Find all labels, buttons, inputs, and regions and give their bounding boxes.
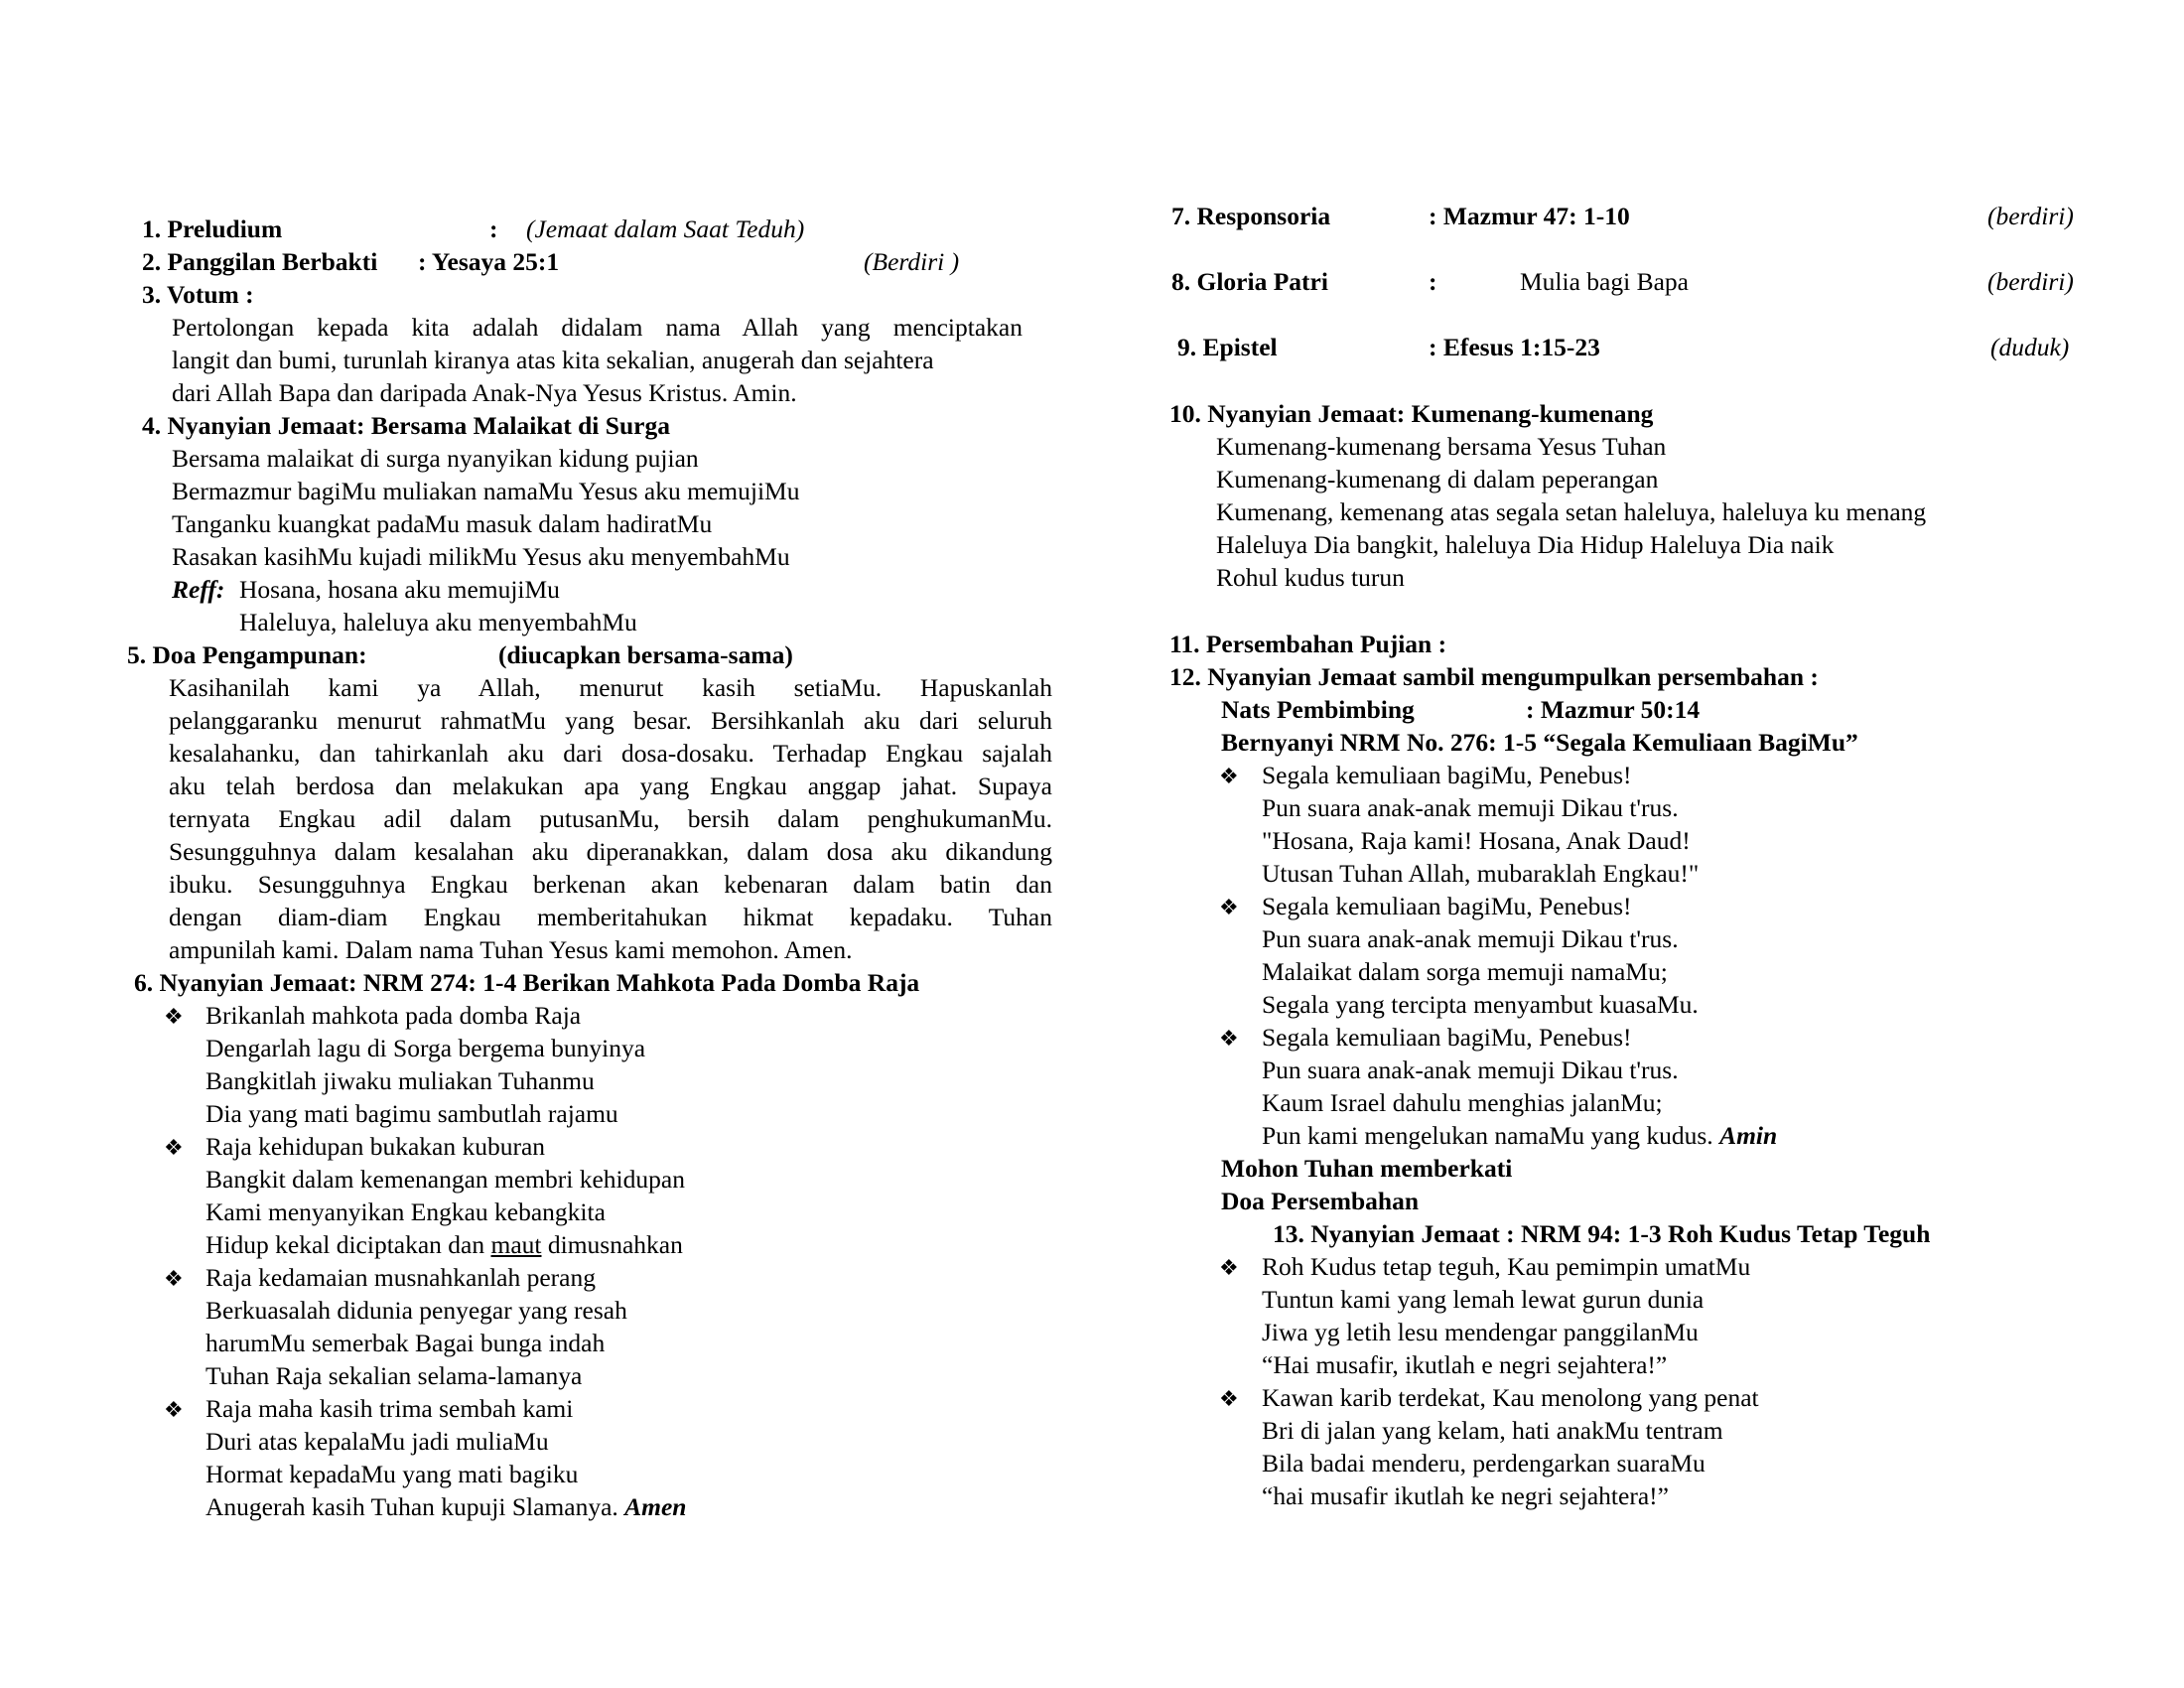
item-12-label: 12. Nyanyian Jemaat sambil mengumpulkan persembahan :	[1169, 662, 1819, 691]
doa-line: aku telah berdosa dan melakukan apa yang Engkau anggap jahat. Supaya	[169, 772, 1052, 800]
doa-line: Sesungguhnya dalam kesalahan aku diperanakkan, dalam dosa aku dikandung	[169, 837, 1052, 866]
item-2-ref: : Yesaya 25:1	[418, 247, 560, 276]
song-line: Bermazmur bagiMu muliakan namaMu Yesus aku memujiMu	[172, 477, 800, 505]
bullet-verse	[164, 999, 205, 1034]
reff-line: Hosana, hosana aku memujiMu	[239, 575, 560, 604]
item-8-sep: :	[1429, 267, 1437, 296]
diamond-bullet-icon: ❖	[1219, 1027, 1239, 1052]
song-line: “Hai musafir, ikutlah e negri sejahtera!”	[1262, 1350, 1668, 1379]
bullet-verse	[1219, 1381, 1261, 1416]
item-9-ref: : Efesus 1:15-23	[1429, 333, 1600, 361]
song-line: Kumenang-kumenang bersama Yesus Tuhan	[1216, 432, 1667, 461]
song-line: Dengarlah lagu di Sorga bergema bunyinya	[205, 1034, 646, 1062]
song-line: Tuntun kami yang lemah lewat gurun dunia	[1262, 1285, 1705, 1314]
song-line: Tanganku kuangkat padaMu masuk dalam hadiratMu	[172, 509, 713, 538]
votum-line: Pertolongan kepada kita adalah didalam nama Allah yang menciptakan	[172, 313, 1023, 342]
bullet-verse	[1219, 890, 1261, 924]
song-line: Kawan karib terdekat, Kau menolong yang penat	[1262, 1383, 1759, 1412]
song-line: Haleluya Dia bangkit, haleluya Dia Hidup Haleluya Dia naik	[1216, 530, 1835, 559]
song-line: Bri di jalan yang kelam, hati anakMu tentram	[1262, 1416, 1723, 1445]
diamond-bullet-icon: ❖	[164, 1136, 184, 1161]
item-8-note: (berdiri)	[1987, 267, 2074, 296]
diamond-bullet-icon: ❖	[164, 1267, 184, 1292]
item-9-label: 9. Epistel	[1177, 333, 1278, 361]
song-line: Duri atas kepalaMu jadi muliaMu	[205, 1427, 549, 1456]
diamond-bullet-icon: ❖	[164, 1398, 184, 1423]
item-4-label: 4. Nyanyian Jemaat: Bersama Malaikat di Surga	[142, 411, 670, 440]
song-line: Raja kehidupan bukakan kuburan	[205, 1132, 546, 1161]
underlined-word: maut	[490, 1230, 542, 1259]
item-6-label: 6. Nyanyian Jemaat: NRM 274: 1-4 Berikan Mahkota Pada Domba Raja	[134, 968, 920, 997]
item-11-label: 11. Persembahan Pujian :	[1169, 630, 1447, 658]
song-line: Jiwa yg letih lesu mendengar panggilanMu	[1262, 1318, 1699, 1346]
item-3-label: 3. Votum :	[142, 280, 254, 309]
mohon-line: Mohon Tuhan memberkati	[1221, 1154, 1513, 1183]
item-13-label: 13. Nyanyian Jemaat : NRM 94: 1-3 Roh Kudus Tetap Teguh	[1273, 1219, 1931, 1248]
item-7-label: 7. Responsoria	[1171, 202, 1331, 230]
song-line: Bangkitlah jiwaku muliakan Tuhanmu	[205, 1066, 595, 1095]
item-2-note: (Berdiri )	[864, 247, 960, 276]
item-8-text: Mulia bagi Bapa	[1520, 267, 1689, 296]
song-line: Pun kami mengelukan namaMu yang kudus. Amin	[1262, 1121, 1778, 1150]
reff-line: Haleluya, haleluya aku menyembahMu	[239, 608, 637, 636]
song-line: Segala kemuliaan bagiMu, Penebus!	[1262, 761, 1632, 789]
song-line: Pun suara anak-anak memuji Dikau t'rus.	[1262, 924, 1679, 953]
doa-persembahan-line: Doa Persembahan	[1221, 1187, 1420, 1215]
doa-line: ternyata Engkau adil dalam putusanMu, bersih dalam penghukumanMu.	[169, 804, 1052, 833]
bullet-verse	[1219, 1250, 1261, 1285]
song-line: Brikanlah mahkota pada domba Raja	[205, 1001, 582, 1030]
item-1-label: 1. Preludium	[142, 214, 283, 243]
item-2-label: 2. Panggilan Berbakti	[142, 247, 378, 276]
song-line: Anugerah kasih Tuhan kupuji Slamanya. Amen	[205, 1492, 687, 1521]
item-8-label: 8. Gloria Patri	[1171, 267, 1328, 296]
song-line: Roh Kudus tetap teguh, Kau pemimpin umatMu	[1262, 1252, 1751, 1281]
song-line: Raja kedamaian musnahkanlah perang	[205, 1263, 596, 1292]
doa-line: Kasihanilah kami ya Allah, menurut kasih setiaMu. Hapuskanlah	[169, 673, 1052, 702]
item-10-label: 10. Nyanyian Jemaat: Kumenang-kumenang	[1169, 399, 1654, 428]
song-line: Rasakan kasihMu kujadi milikMu Yesus aku menyembahMu	[172, 542, 790, 571]
song-line: Bersama malaikat di surga nyanyikan kidung pujian	[172, 444, 699, 473]
item-1-sep: :	[489, 214, 498, 243]
song-line: Bangkit dalam kemenangan membri kehidupan	[205, 1165, 685, 1194]
song-line: Utusan Tuhan Allah, mubaraklah Engkau!"	[1262, 859, 1700, 888]
song-line: Kumenang, kemenang atas segala setan haleluya, haleluya ku menang	[1216, 497, 1927, 526]
item-5-note: (diucapkan bersama-sama)	[498, 640, 793, 669]
song-line: Kami menyanyikan Engkau kebangkita	[205, 1197, 606, 1226]
song-line: Pun suara anak-anak memuji Dikau t'rus.	[1262, 1055, 1679, 1084]
nats-label: Nats Pembimbing	[1221, 695, 1415, 724]
bullet-verse	[1219, 1021, 1261, 1055]
song-line: “hai musafir ikutlah ke negri sejahtera!”	[1262, 1481, 1669, 1510]
song-line: Hormat kepadaMu yang mati bagiku	[205, 1460, 579, 1488]
bullet-verse	[164, 1392, 205, 1427]
reff-label: Reff:	[172, 575, 225, 604]
bullet-verse	[164, 1130, 205, 1165]
song-line: "Hosana, Raja kami! Hosana, Anak Daud!	[1262, 826, 1691, 855]
song-line: Segala kemuliaan bagiMu, Penebus!	[1262, 892, 1632, 920]
amin-text: Amin	[1719, 1121, 1778, 1150]
doa-line: ampunilah kami. Dalam nama Tuhan Yesus kami memohon. Amen.	[169, 935, 853, 964]
song-line: Kumenang-kumenang di dalam peperangan	[1216, 465, 1659, 493]
song-line: Kaum Israel dahulu menghias jalanMu;	[1262, 1088, 1663, 1117]
song-line: Berkuasalah didunia penyegar yang resah	[205, 1296, 627, 1325]
doa-line: kesalahanku, dan tahirkanlah aku dari dosa-dosaku. Terhadap Engkau sajalah	[169, 739, 1052, 768]
song-line: Malaikat dalam sorga memuji namaMu;	[1262, 957, 1668, 986]
song-line: Hidup kekal diciptakan dan maut dimusnahkan	[205, 1230, 683, 1259]
item-7-note: (berdiri)	[1987, 202, 2074, 230]
song-line: Rohul kudus turun	[1216, 563, 1405, 592]
diamond-bullet-icon: ❖	[1219, 765, 1239, 789]
song-line: harumMu semerbak Bagai bunga indah	[205, 1329, 606, 1357]
song-line: Segala kemuliaan bagiMu, Penebus!	[1262, 1023, 1632, 1052]
bullet-verse	[164, 1261, 205, 1296]
item-1-note: (Jemaat dalam Saat Teduh)	[526, 214, 805, 243]
votum-line: langit dan bumi, turunlah kiranya atas kita sekalian, anugerah dan sejahtera	[172, 346, 934, 374]
doa-line: pelanggaranku menurut rahmatMu yang besar. Bersihkanlah aku dari seluruh	[169, 706, 1052, 735]
diamond-bullet-icon: ❖	[164, 1005, 184, 1030]
amen-text: Amen	[624, 1492, 687, 1521]
song-line: Segala yang tercipta menyambut kuasaMu.	[1262, 990, 1699, 1019]
bullet-verse	[1219, 759, 1261, 793]
song-line: Pun suara anak-anak memuji Dikau t'rus.	[1262, 793, 1679, 822]
nats-ref: : Mazmur 50:14	[1526, 695, 1701, 724]
item-7-ref: : Mazmur 47: 1-10	[1429, 202, 1630, 230]
item-9-note: (duduk)	[1990, 333, 2070, 361]
song-line: Bila badai menderu, perdengarkan suaraMu	[1262, 1449, 1706, 1477]
song-line: Dia yang mati bagimu sambutlah rajamu	[205, 1099, 618, 1128]
diamond-bullet-icon: ❖	[1219, 896, 1239, 920]
item-5-label: 5. Doa Pengampunan:	[127, 640, 367, 669]
diamond-bullet-icon: ❖	[1219, 1256, 1239, 1281]
song-line: Raja maha kasih trima sembah kami	[205, 1394, 574, 1423]
bernyanyi-line: Bernyanyi NRM No. 276: 1-5 “Segala Kemuliaan BagiMu”	[1221, 728, 1858, 757]
song-line: Tuhan Raja sekalian selama-lamanya	[205, 1361, 583, 1390]
doa-line: ibuku. Sesungguhnya Engkau berkenan akan kebenaran dalam batin dan	[169, 870, 1052, 899]
diamond-bullet-icon: ❖	[1219, 1387, 1239, 1412]
votum-line: dari Allah Bapa dan daripada Anak-Nya Yesus Kristus. Amin.	[172, 378, 797, 407]
doa-line: dengan diam-diam Engkau memberitahukan hikmat kepadaku. Tuhan	[169, 903, 1052, 931]
